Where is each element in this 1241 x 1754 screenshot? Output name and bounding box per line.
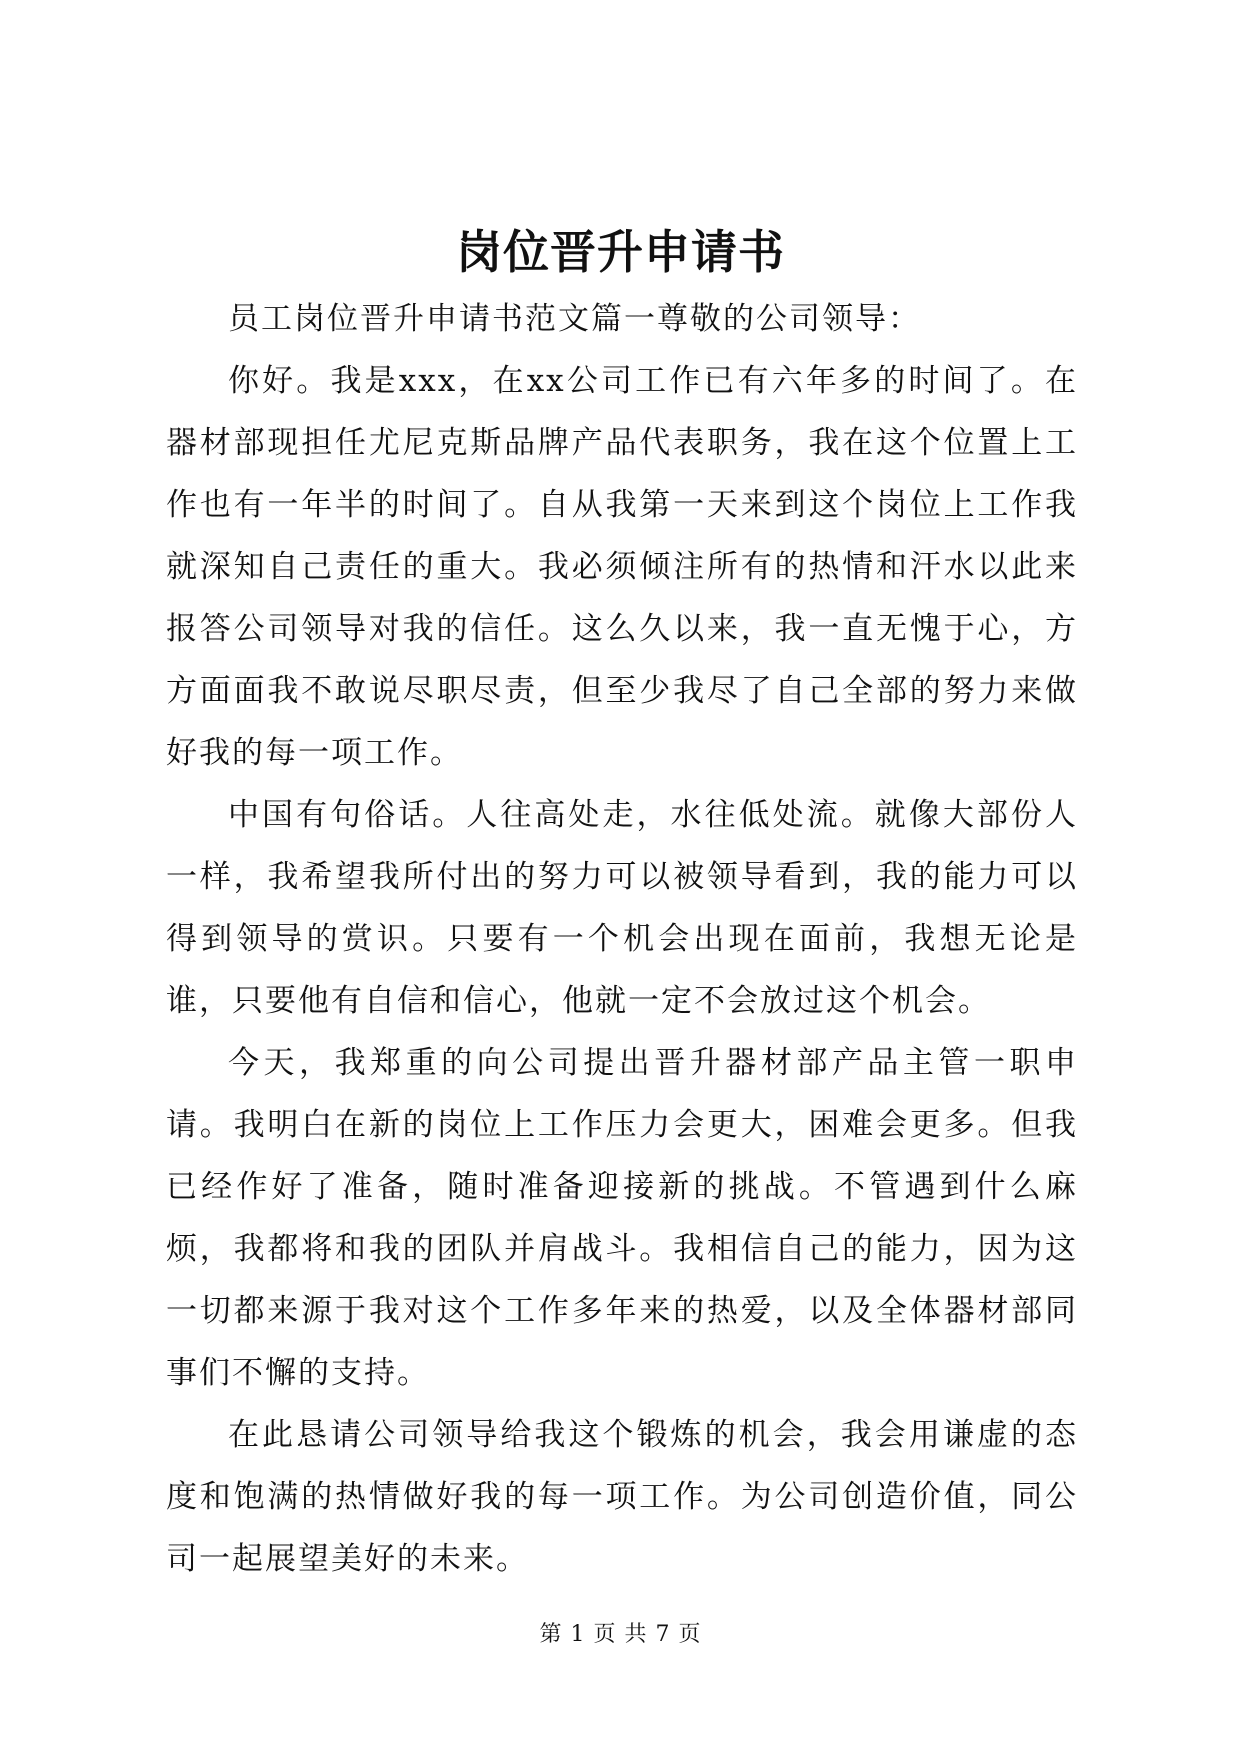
paragraph-introduction: 你好。我是xxx，在xx公司工作已有六年多的时间了。在器材部现担任尤尼克斯品牌产品代表职务，我在这个位置上工作也有一年半的时间了。自从我第一天来到这个岗位上工作我就深知自己责任的重大。我必须倾注所有的热情和汗水以此来报答公司领导对我的信任。这么久以来，我一直无愧于心，方方面面我不敢说尽职尽责，但至少我尽了自己全部的努力来做好我的每一项工作。 xyxy=(166,363,1078,771)
paragraph-salutation: 员工岗位晋升申请书范文篇一尊敬的公司领导： xyxy=(228,301,921,337)
document-title: 岗位晋升申请书 xyxy=(456,225,785,279)
paragraph-application: 今天，我郑重的向公司提出晋升器材部产品主管一职申请。我明白在新的岗位上工作压力会更大，困难会更多。但我已经作好了准备，随时准备迎接新的挑战。不管遇到什么麻烦，我都将和我的团队并肩战斗。我相信自己的能力，因为这一切都来源于我对这个工作多年来的热爱，以及全体器材部同事们不懈的支持。 xyxy=(166,1045,1078,1391)
paragraph-motivation: 中国有句俗话。人往高处走，水往低处流。就像大部份人一样，我希望我所付出的努力可以被领导看到，我的能力可以得到领导的赏识。只要有一个机会出现在面前，我想无论是谁，只要他有自信和信心，他就一定不会放过这个机会。 xyxy=(166,797,1078,1019)
paragraph-closing: 在此恳请公司领导给我这个锻炼的机会，我会用谦虚的态度和饱满的热情做好我的每一项工作。为公司创造价值，同公司一起展望美好的未来。 xyxy=(166,1417,1078,1577)
page-number-footer: 第 1 页 共 7 页 xyxy=(539,1622,702,1647)
document-body xyxy=(166,288,1078,1590)
